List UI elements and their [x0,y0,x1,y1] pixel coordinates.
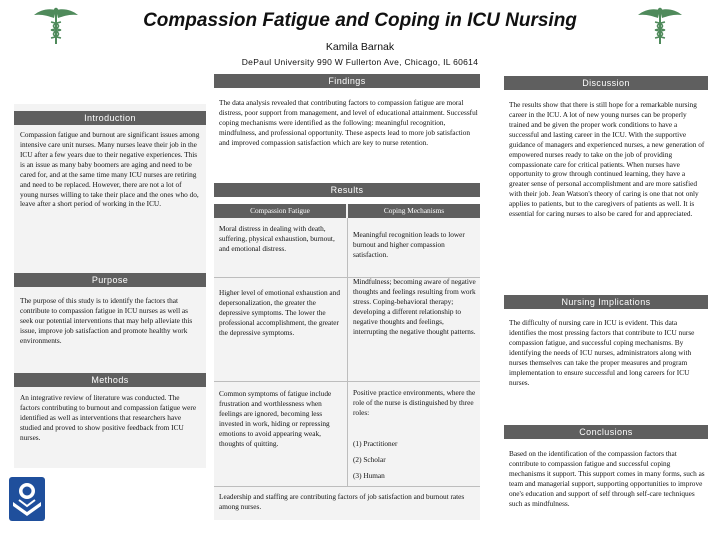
results-row-divider [214,486,480,487]
introduction-text: Compassion fatigue and burnout are significant issues among intensive care unit nurses. Many nurses leave their job in the ICU after a few years due to their negative experiences. This is an issue as many baby boomers are aging and need to be cared for, and at the same time many ICU nurses are retiring and need to be replaced. However, there are not a lot of young nurses willing to take their place and the ones who do, leave after a short period of working in the ICU. [20,130,200,209]
introduction-heading: Introduction [14,111,206,125]
results-column-divider [347,218,348,486]
results-row2-left: Higher level of emotional exhaustion and depersonalization, the greater the depressive symptoms. The lower the professional accomplishment, the greater the depressive symptoms. [219,288,340,338]
discussion-text: The results show that there is still hope for a remarkable nursing career in the ICU. A lot of new young nurses can be properly trained and be given the proper work conditions to have a successful and lasting career in the ICU. With the supportive guidance of managers and experienced nurses, a new generation of empowered nurses ready to take on the job of providing compassionate care for critical patients. When nurses have opportunity to grow through continued learning, they have a greater sense of personal accomplishment and are more satisfied with their job. Jean Watson's theory of caring is one that not only applies to patients, but to the caregivers of patients as well. It is essential for caring nurses to also be cared for and appreciated. [509,100,705,219]
poster-title: Compassion Fatigue and Coping in ICU Nursing [143,10,577,31]
conclusions-heading: Conclusions [504,425,708,439]
affiliation: DePaul University 990 W Fullerton Ave, Chicago, IL 60614 [241,57,479,67]
discussion-heading: Discussion [504,76,708,90]
conclusions-text: Based on the identification of the compassion factors that contribute to compassion fatigue and successful coping mechanisms it support. This support comes in many forms, such as team and managerial support, supporting opportunities to improve one's education and support of self through self-care techniques such as mindfulness. [509,449,705,508]
results-role-human: (3) Human [353,471,385,480]
findings-heading: Findings [214,74,480,88]
results-role-practitioner: (1) Practitioner [353,439,398,448]
results-heading: Results [214,183,480,197]
author-name: Kamila Barnak [325,41,395,53]
results-row2-right: Mindfulness; becoming aware of negative thoughts and feelings resulting from work stress. Coping-behavioral therapy; developing a different relationship to negative thoughts and feelings, interrupting the negative thought patterns. [353,277,476,337]
results-row3-right-intro: Positive practice environments, where the role of the nurse is distinguished by three roles: [353,388,476,418]
methods-heading: Methods [14,373,206,387]
results-role-scholar: (2) Scholar [353,455,386,464]
purpose-heading: Purpose [14,273,206,287]
results-footer-text: Leadership and staffing are contributing factors of job satisfaction and burnout rates among nurses. [219,492,465,512]
results-row3-left: Common symptoms of fatigue include frustration and worthlessness when feelings are ignored, becoming less invested in work, hiding or repressing emotions to avoid appearing weak, thoughts of quitting. [219,389,332,449]
results-row1-left: Moral distress in dealing with death, suffering, physical exhaustion, burnout, and emotional distress. [219,224,335,254]
results-row1-right: Meaningful recognition leads to lower burnout and higher compassion satisfaction. [353,230,465,260]
nursing-implications-text: The difficulty of nursing care in ICU is evident. This data identifies the most pressing factors that contribute to ICU nurse compassion fatigue, and successful coping mechanisms. By identifying the needs of ICU nurses, administrators along with nurses themselves can take the proper measures and program implementation to ensure successful and long careers for ICU nurses. [509,318,695,387]
purpose-text: The purpose of this study is to identify the factors that contribute to compassion fatigue in ICU nurses as well as seek our potential interventions that may help alleviate this issue, improve job satisfaction and promote healthy work environments. [20,296,193,345]
results-row-divider [214,381,480,382]
results-col2-header: Coping Mechanisms [348,204,480,218]
nursing-implications-heading: Nursing Implications [504,295,708,309]
findings-text: The data analysis revealed that contributing factors to compassion fatigue are moral distress, poor support from management, and level of educational attainment. Successful coping mechanisms were identified as the following: meaningful recognition, mindfulness, and professional opportunity. These aspects lead to more job satisfaction and improved compassion satisfaction which are key to nurse retention. [219,98,478,147]
university-seal-icon [8,476,46,522]
methods-text: An integrative review of literature was conducted. The factors contributing to burnout and compassion fatigue were identified as well as interventions that researchers have studied and proved to show positive feedback from ICU nurses. [20,393,197,442]
results-col1-header: Compassion Fatigue [214,204,346,218]
